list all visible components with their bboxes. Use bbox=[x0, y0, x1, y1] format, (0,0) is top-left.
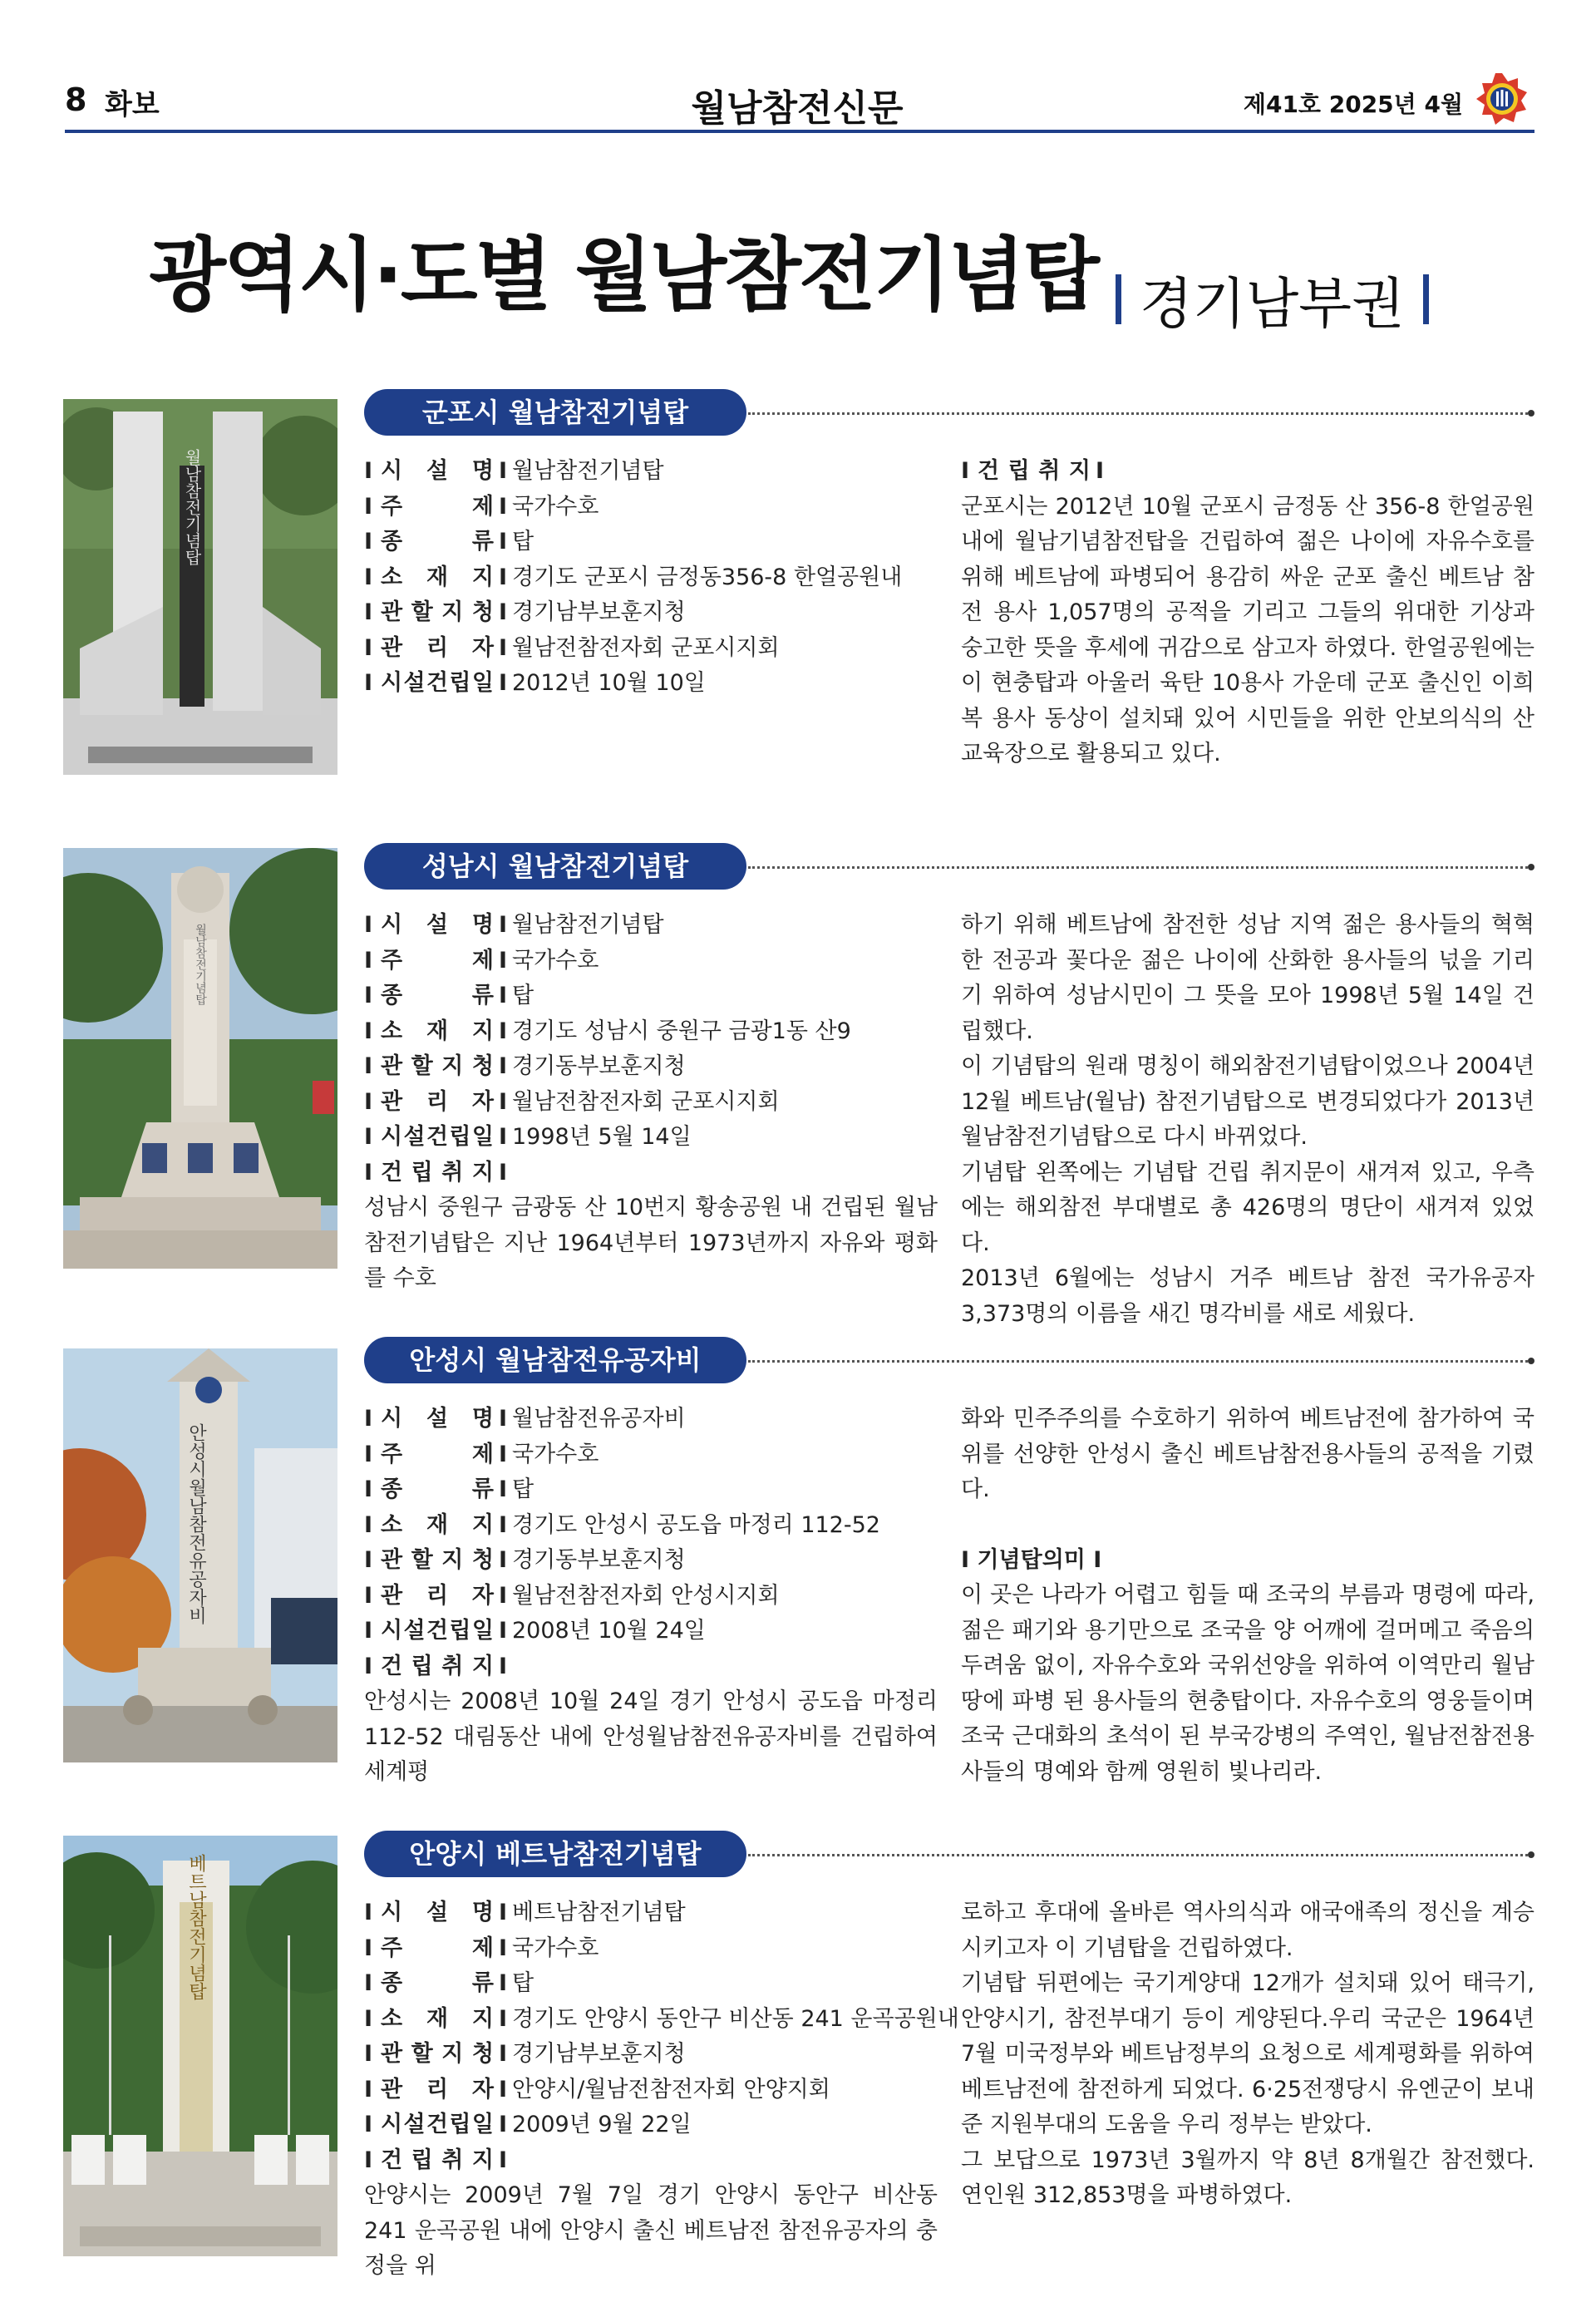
field-location: I 소 재 지 I 경기도 안양시 동안구 비산동 241 운곡공원내 bbox=[364, 2002, 938, 2038]
field-label: 건 립 취 지 bbox=[381, 1159, 494, 1186]
purpose-text-cont: 화와 민주주의를 수호하기 위하여 베트남전에 참가하여 국위를 선양한 안성시 출신 베트남참전용사들의 공적을 기렸다. bbox=[961, 1406, 1534, 1502]
purpose-text: 군포시는 2012년 10월 군포시 금정동 산 356-8 한얼공원 내에 월남기념참전탑을 건립하여 젊은 나이에 자유수호를 위해 베트남에 파병되어 용감히 싸운 군포 출신 베트남 참전 용사 1,057명의 공적을 기리고 그들의 위대한 기상과 숭고한 뜻을 후세에 귀감으로 삼고자 하였다. 한얼공원에는 이 현충탑과 아울러 육탄 10용사 가운데 군포 출신인 이희복 용사 동상이 설치돼 있어 시민들을 위한 안보의식의 산 교육장으로 활용되고 있다. bbox=[961, 493, 1534, 767]
page-title bbox=[0, 212, 1596, 338]
purpose-heading: I 건 립 취 지 I bbox=[364, 1649, 938, 1685]
section-title: 안양시 베트남참전기념탑 bbox=[364, 1831, 746, 1877]
field-label: 소 재 지 bbox=[381, 1511, 494, 1538]
field-value: 경기남부보훈지청 bbox=[512, 599, 686, 625]
field-label: 시 설 명 bbox=[381, 1900, 494, 1925]
field-value: 국가수호 bbox=[512, 493, 599, 520]
section-name: 화보 bbox=[105, 88, 160, 121]
purpose-text-cont: 로하고 후대에 올바른 역사의식과 애국애족의 정신을 계승시키고자 이 기념탑을 건립하였다. bbox=[961, 1900, 1534, 1961]
field-theme: I 주 제 I 국가수호 bbox=[364, 1931, 938, 1967]
field-label: 종 류 bbox=[381, 529, 494, 555]
field-label: 관 할 지 청 bbox=[381, 2041, 494, 2067]
field-location: I 소 재 지 I 경기도 안성시 공도읍 마정리 112-52 bbox=[364, 1508, 938, 1544]
title-bar-left bbox=[1116, 274, 1121, 324]
field-label: 종 류 bbox=[381, 983, 494, 1008]
purpose-text-flags: 기념탑 뒤편에는 국기게양대 12개가 설치돼 있어 태극기, 안양시기, 참전부대기 등이 게양된다.우리 국군은 1964년 7월 미국정부와 베트남정부의 요청으로 세계평화를 위하여 베트남전에 참전하게 되었다. 6·25전쟁당시 유엔군이 보내준 지원부대의 도움을 우리 정부는 받았다. bbox=[961, 1970, 1534, 2137]
field-label: 주 제 bbox=[381, 1935, 494, 1961]
field-location: I 소 재 지 I 경기도 성남시 중원구 금광1동 산9 bbox=[364, 1014, 938, 1050]
info-table bbox=[364, 454, 938, 702]
field-value: 탑 bbox=[512, 1476, 534, 1502]
field-location: I 소 재 지 I 경기도 군포시 금정동356-8 한얼공원내 bbox=[364, 560, 938, 596]
field-value: 경기도 군포시 금정동356-8 한얼공원내 bbox=[512, 564, 903, 590]
field-name: I 시 설 명 I 베트남참전기념탑 bbox=[364, 1895, 938, 1931]
section-divider bbox=[748, 412, 1533, 415]
purpose-text-deployment: 그 보답으로 1973년 3월까지 약 8년 8개월간 참전했다. 연인원 312,853명을 파병하였다. bbox=[961, 2147, 1534, 2208]
purpose-column bbox=[961, 1895, 1534, 2214]
field-label: 시 설 건 립 일 bbox=[381, 2112, 494, 2137]
purpose-text: 성남시 중원구 금광동 산 10번지 황송공원 내 건립된 월남참전기념탑은 지난 1964년부터 1973년까지 자유와 평화를 수호 bbox=[364, 1195, 938, 1291]
field-theme: I 주 제 I 국가수호 bbox=[364, 490, 938, 525]
field-label: 시 설 명 bbox=[381, 458, 494, 484]
page-title-main: 광역시·도별 월남참전기념탑 bbox=[149, 229, 1097, 322]
title-bar-right bbox=[1423, 274, 1429, 324]
field-label: 관 리 자 bbox=[381, 1582, 494, 1609]
veterans-emblem-icon bbox=[1475, 71, 1530, 126]
purpose-column bbox=[961, 1402, 1534, 1790]
field-value: 국가수호 bbox=[512, 1935, 599, 1961]
field-label: 기념탑의미 bbox=[977, 1546, 1086, 1573]
field-value: 월남참전기념탑 bbox=[512, 912, 664, 938]
field-value: 경기도 성남시 중원구 금광1동 산9 bbox=[512, 1018, 851, 1044]
field-name: I 시 설 명 I 월남참전기념탑 bbox=[364, 454, 938, 490]
field-label: 주 제 bbox=[381, 947, 494, 974]
field-label: 건 립 취 지 bbox=[381, 2147, 494, 2173]
purpose-text: 안양시는 2009년 7월 7일 경기 안양시 동안구 비산동 241 운곡공원 내에 안양시 출신 베트남전 참전유공자의 충정을 위 bbox=[364, 2182, 938, 2279]
field-type: I 종 류 I 탑 bbox=[364, 979, 938, 1014]
field-value: 1998년 5월 14일 bbox=[512, 1124, 692, 1150]
field-name: I 시 설 명 I 월남참전유공자비 bbox=[364, 1402, 938, 1437]
field-type: I 종 류 I 탑 bbox=[364, 1966, 938, 2002]
page-number: 8 bbox=[65, 81, 87, 118]
field-label: 종 류 bbox=[381, 1476, 494, 1502]
purpose-text-inscription: 기념탑 왼쪽에는 기념탑 건립 취지문이 새겨져 있고, 우측에는 해외참전 부대별로 총 426명의 명단이 새겨져 있었다. bbox=[961, 1159, 1534, 1256]
section-divider bbox=[748, 866, 1533, 869]
field-label: 시 설 명 bbox=[381, 1406, 494, 1432]
field-label: 건 립 취 지 bbox=[381, 1653, 494, 1679]
purpose-text: 안성시는 2008년 10월 24일 경기 안성시 공도읍 마정리 112-52 대림동산 내에 안성월남참전유공자비를 건립하여 세계평 bbox=[364, 1688, 938, 1785]
purpose-text-cont: 하기 위해 베트남에 참전한 성남 지역 젊은 용사들의 혁혁한 전공과 꽃다운 젊은 나이에 산화한 용사들의 넋을 기리기 위하여 성남시민이 그 뜻을 모아 1998년 5월 14일 건립했다. bbox=[961, 912, 1534, 1044]
field-date: I 시 설 건 립 일 I 2008년 10월 24일 bbox=[364, 1614, 938, 1649]
monument-inscription: 월남참전기념탑 bbox=[182, 449, 202, 565]
field-office: I 관 할 지 청 I 경기남부보훈지청 bbox=[364, 2037, 938, 2073]
field-label: 건 립 취 지 bbox=[978, 458, 1091, 484]
field-value: 안양시/월남전참전자회 안양지회 bbox=[512, 2076, 830, 2102]
field-value: 경기남부보훈지청 bbox=[512, 2041, 686, 2067]
meaning-heading: I 기념탑의미 I bbox=[961, 1543, 1534, 1579]
section-divider bbox=[748, 1360, 1533, 1363]
field-value: 2008년 10월 24일 bbox=[512, 1618, 706, 1644]
field-value: 월남전참전자회 군포시지회 bbox=[512, 1088, 780, 1115]
section-title: 안성시 월남참전유공자비 bbox=[364, 1337, 746, 1383]
info-table bbox=[364, 1402, 938, 1791]
info-table bbox=[364, 908, 938, 1297]
field-value: 베트남참전기념탑 bbox=[512, 1900, 686, 1925]
monument-inscription: 월남참전기념탑 bbox=[194, 924, 207, 1005]
field-label: 종 류 bbox=[381, 1970, 494, 1996]
field-manager: I 관 리 자 I 월남전참전자회 군포시지회 bbox=[364, 1085, 938, 1121]
section-title: 성남시 월남참전기념탑 bbox=[364, 843, 746, 890]
purpose-text-plaque: 2013년 6월에는 성남시 거주 베트남 참전 국가유공자 3,373명의 이름을 새긴 명각비를 새로 세웠다. bbox=[961, 1265, 1534, 1327]
field-name: I 시 설 명 I 월남참전기념탑 bbox=[364, 908, 938, 944]
field-value: 경기도 안성시 공도읍 마정리 112-52 bbox=[512, 1511, 880, 1538]
field-manager: I 관 리 자 I 월남전참전자회 안성시지회 bbox=[364, 1579, 938, 1614]
field-type: I 종 류 I 탑 bbox=[364, 525, 938, 560]
field-office: I 관 할 지 청 I 경기남부보훈지청 bbox=[364, 595, 938, 631]
field-theme: I 주 제 I 국가수호 bbox=[364, 944, 938, 979]
field-label: 소 재 지 bbox=[381, 1018, 494, 1044]
memorial-photo-gunpo bbox=[63, 399, 337, 775]
field-value: 국가수호 bbox=[512, 947, 599, 974]
field-value: 경기동부보훈지청 bbox=[512, 1053, 686, 1079]
info-table bbox=[364, 1895, 959, 2285]
field-label: 주 제 bbox=[381, 493, 494, 520]
field-label: 관 할 지 청 bbox=[381, 1547, 494, 1573]
field-label: 주 제 bbox=[381, 1441, 494, 1467]
page-header bbox=[65, 81, 1530, 131]
meaning-text: 이 곳은 나라가 어렵고 힘들 때 조국의 부름과 명령에 따라, 젊은 패기와 용기만으로 조국을 양 어깨에 걸머메고 죽음의 두려움 없이, 자유수호와 국위선양을 위하여 이역만리 월남땅에 파병 된 용사들의 현충탑이다. 자유수호의 영웅들이며 조국 근대화의 초석이 된 부국강병의 주역인, 월남전참전용사들의 명예와 함께 영원히 빛나리라. bbox=[961, 1582, 1534, 1785]
purpose-heading: I 건 립 취 지 I bbox=[364, 2143, 938, 2179]
field-value: 월남참전유공자비 bbox=[512, 1406, 686, 1432]
field-label: 관 리 자 bbox=[381, 634, 494, 661]
field-value: 국가수호 bbox=[512, 1441, 599, 1467]
field-label: 시 설 건 립 일 bbox=[381, 670, 494, 696]
field-type: I 종 류 I 탑 bbox=[364, 1472, 938, 1508]
header-rule bbox=[65, 130, 1534, 133]
field-value: 월남참전기념탑 bbox=[512, 458, 664, 484]
field-label: 소 재 지 bbox=[381, 2005, 494, 2032]
monument-inscription: 안성시월남참전유공자비 bbox=[185, 1423, 207, 1624]
field-office: I 관 할 지 청 I 경기동부보훈지청 bbox=[364, 1543, 938, 1579]
purpose-column bbox=[961, 908, 1534, 1332]
purpose-heading: I 건 립 취 지 I bbox=[961, 454, 1534, 490]
monument-inscription: 베트남참전기념탑 bbox=[185, 1854, 207, 2000]
field-label: 관 할 지 청 bbox=[381, 1053, 494, 1079]
field-theme: I 주 제 I 국가수호 bbox=[364, 1437, 938, 1473]
field-value: 경기도 안양시 동안구 비산동 241 운곡공원내 bbox=[512, 2005, 959, 2032]
field-date: I 시 설 건 립 일 I 2012년 10월 10일 bbox=[364, 666, 938, 702]
field-value: 탑 bbox=[512, 529, 534, 555]
field-office: I 관 할 지 청 I 경기동부보훈지청 bbox=[364, 1049, 938, 1085]
field-date: I 시 설 건 립 일 I 1998년 5월 14일 bbox=[364, 1120, 938, 1156]
field-value: 2009년 9월 22일 bbox=[512, 2112, 692, 2137]
field-value: 월남전참전자회 안성시지회 bbox=[512, 1582, 780, 1609]
field-label: 시 설 건 립 일 bbox=[381, 1124, 494, 1150]
field-value: 2012년 10월 10일 bbox=[512, 670, 706, 696]
field-value: 탑 bbox=[512, 983, 534, 1008]
issue-date: 제41호 2025년 4월 bbox=[1243, 91, 1463, 118]
purpose-column bbox=[961, 454, 1534, 772]
field-label: 시 설 건 립 일 bbox=[381, 1618, 494, 1644]
section-divider bbox=[748, 1854, 1533, 1856]
field-manager: I 관 리 자 I 월남전참전자회 군포시지회 bbox=[364, 631, 938, 667]
field-label: 관 리 자 bbox=[381, 2076, 494, 2102]
field-value: 경기동부보훈지청 bbox=[512, 1547, 686, 1573]
field-value: 월남전참전자회 군포시지회 bbox=[512, 634, 780, 661]
field-label: 시 설 명 bbox=[381, 912, 494, 938]
memorial-photo-anseong bbox=[63, 1348, 337, 1762]
purpose-text-name-change: 이 기념탑의 원래 명칭이 해외참전기념탑이었으나 2004년 12월 베트남(월남) 참전기념탑으로 변경되었다가 2013년 월남참전기념탑으로 다시 바뀌었다. bbox=[961, 1053, 1534, 1150]
memorial-photo-anyang bbox=[63, 1836, 337, 2256]
section-title: 군포시 월남참전기념탑 bbox=[364, 389, 746, 436]
memorial-photo-seongnam bbox=[63, 848, 337, 1269]
newspaper-name: 월남참전신문 bbox=[691, 87, 904, 130]
field-date: I 시 설 건 립 일 I 2009년 9월 22일 bbox=[364, 2107, 938, 2143]
field-manager: I 관 리 자 I 안양시/월남전참전자회 안양지회 bbox=[364, 2073, 938, 2108]
purpose-heading: I 건 립 취 지 I bbox=[364, 1156, 938, 1191]
field-value: 탑 bbox=[512, 1970, 534, 1996]
field-label: 소 재 지 bbox=[381, 564, 494, 590]
page-title-region: 경기남부권 bbox=[1139, 272, 1405, 336]
field-label: 관 리 자 bbox=[381, 1088, 494, 1115]
field-label: 관 할 지 청 bbox=[381, 599, 494, 625]
